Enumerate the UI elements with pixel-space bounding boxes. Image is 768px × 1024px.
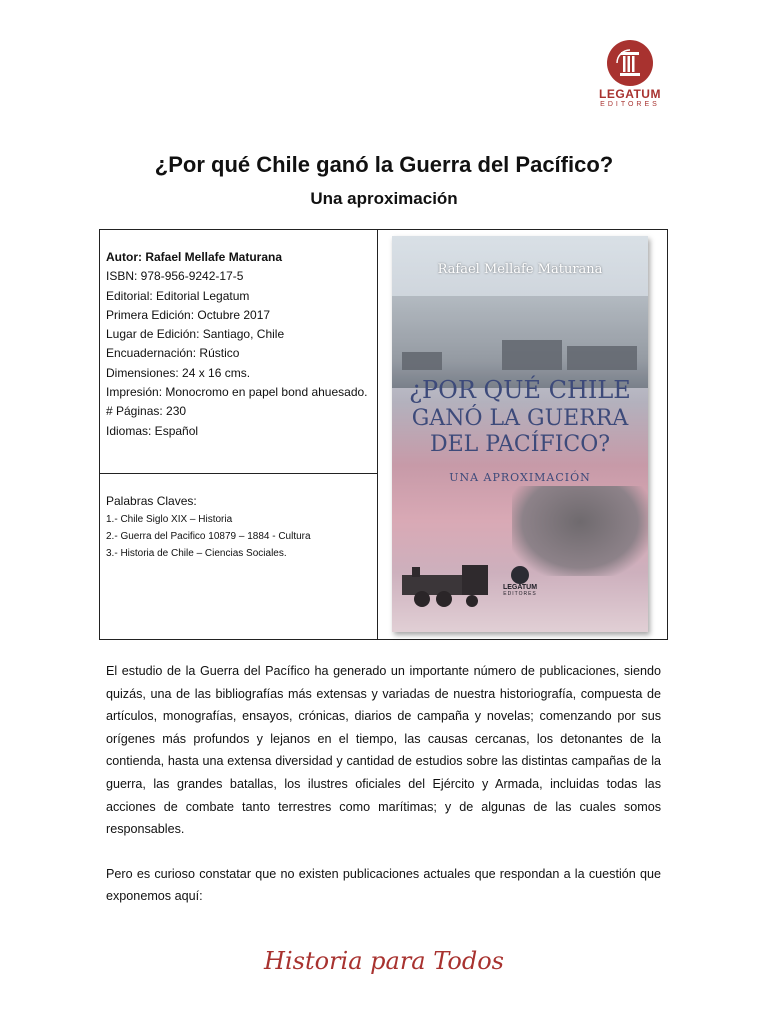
description-text (106, 660, 661, 908)
place-line: Lugar de Edición: Santiago, Chile (106, 327, 285, 342)
locomotive-icon (392, 561, 512, 609)
editorial-line: Editorial: Editorial Legatum (106, 288, 250, 303)
description-paragraph: El estudio de la Guerra del Pacífico ha generado un importante número de publicaciones, siendo quizás, una de las bibliografías más extensas y variadas de nuestra historiografía, compuesta de artículos, monografías, ensayos, crónicas, diarios de campaña y novelas; comenzando por sus orígenes más profundos y lejanos en el tiempo, las causas cercanas, los detonantes de la contienda, hasta una extensa diversidad y cantidad de estudios sobre las distintas campañas de la guerra, las grandes batallas, los ilustres oficiales del Ejército y Armada, incluidas todas las acciones de combate tanto terrestres como marítimas; y de algunas de las cuales somos responsables. (106, 664, 661, 837)
publisher-logo (596, 40, 664, 109)
page-title: ¿Por qué Chile ganó la Guerra del Pacífico? (154, 152, 614, 177)
author-line: Autor: Rafael Mellafe Maturana (106, 250, 283, 264)
page-subtitle: Una aproximación (310, 189, 458, 208)
logo-brand: LEGATUM (599, 87, 661, 101)
languages-line: Idiomas: Español (106, 423, 199, 438)
keyword-item: 3.- Historia de Chile – Ciencias Sociales. (106, 548, 287, 559)
pages-line: # Páginas: 230 (106, 404, 187, 419)
book-details (100, 230, 377, 474)
cover-harbor-photo (392, 296, 648, 388)
details-column (100, 230, 378, 639)
footer-tagline: Historia para Todos (264, 947, 504, 975)
keywords-label: Palabras Claves: (106, 494, 197, 508)
cover-title-line: ¿POR QUÉ CHILE (409, 376, 631, 404)
keyword-item: 2.- Guerra del Pacifico 10879 – 1884 - Cultura (106, 531, 311, 542)
edition-line: Primera Edición: Octubre 2017 (106, 307, 271, 322)
cover-subtitle: UNA APROXIMACIÓN (449, 471, 591, 484)
cover-logo-name: LEGATUM (502, 584, 538, 591)
keyword-item: 1.- Chile Siglo XIX – Historia (106, 514, 233, 525)
description-paragraph: Pero es curioso constatar que no existen publicaciones actuales que respondan a la cuestión que exponemos aquí: (106, 866, 661, 904)
cover-title-line: GANÓ LA GUERRA (411, 406, 629, 431)
cover-author: Rafael Mellafe Maturana (437, 262, 603, 277)
binding-line: Encuadernación: Rústico (106, 346, 240, 361)
book-cover-image (392, 236, 648, 632)
keywords-block (100, 474, 377, 639)
isbn-line: ISBN: 978-956-9242-17-5 (106, 269, 244, 284)
column-icon (607, 40, 653, 86)
book-info-table (99, 229, 668, 640)
cover-soldiers-photo (512, 486, 648, 576)
printing-line: Impresión: Monocromo en papel bond ahuesado. (106, 385, 368, 400)
cover-logo-sub: EDITORES (503, 591, 537, 597)
cover-publisher-logo (500, 566, 540, 597)
dimensions-line: Dimensiones: 24 x 16 cms. (106, 365, 251, 380)
cover-title-line: DEL PACÍFICO? (429, 432, 611, 457)
logo-subtitle: EDITORES (600, 101, 660, 108)
